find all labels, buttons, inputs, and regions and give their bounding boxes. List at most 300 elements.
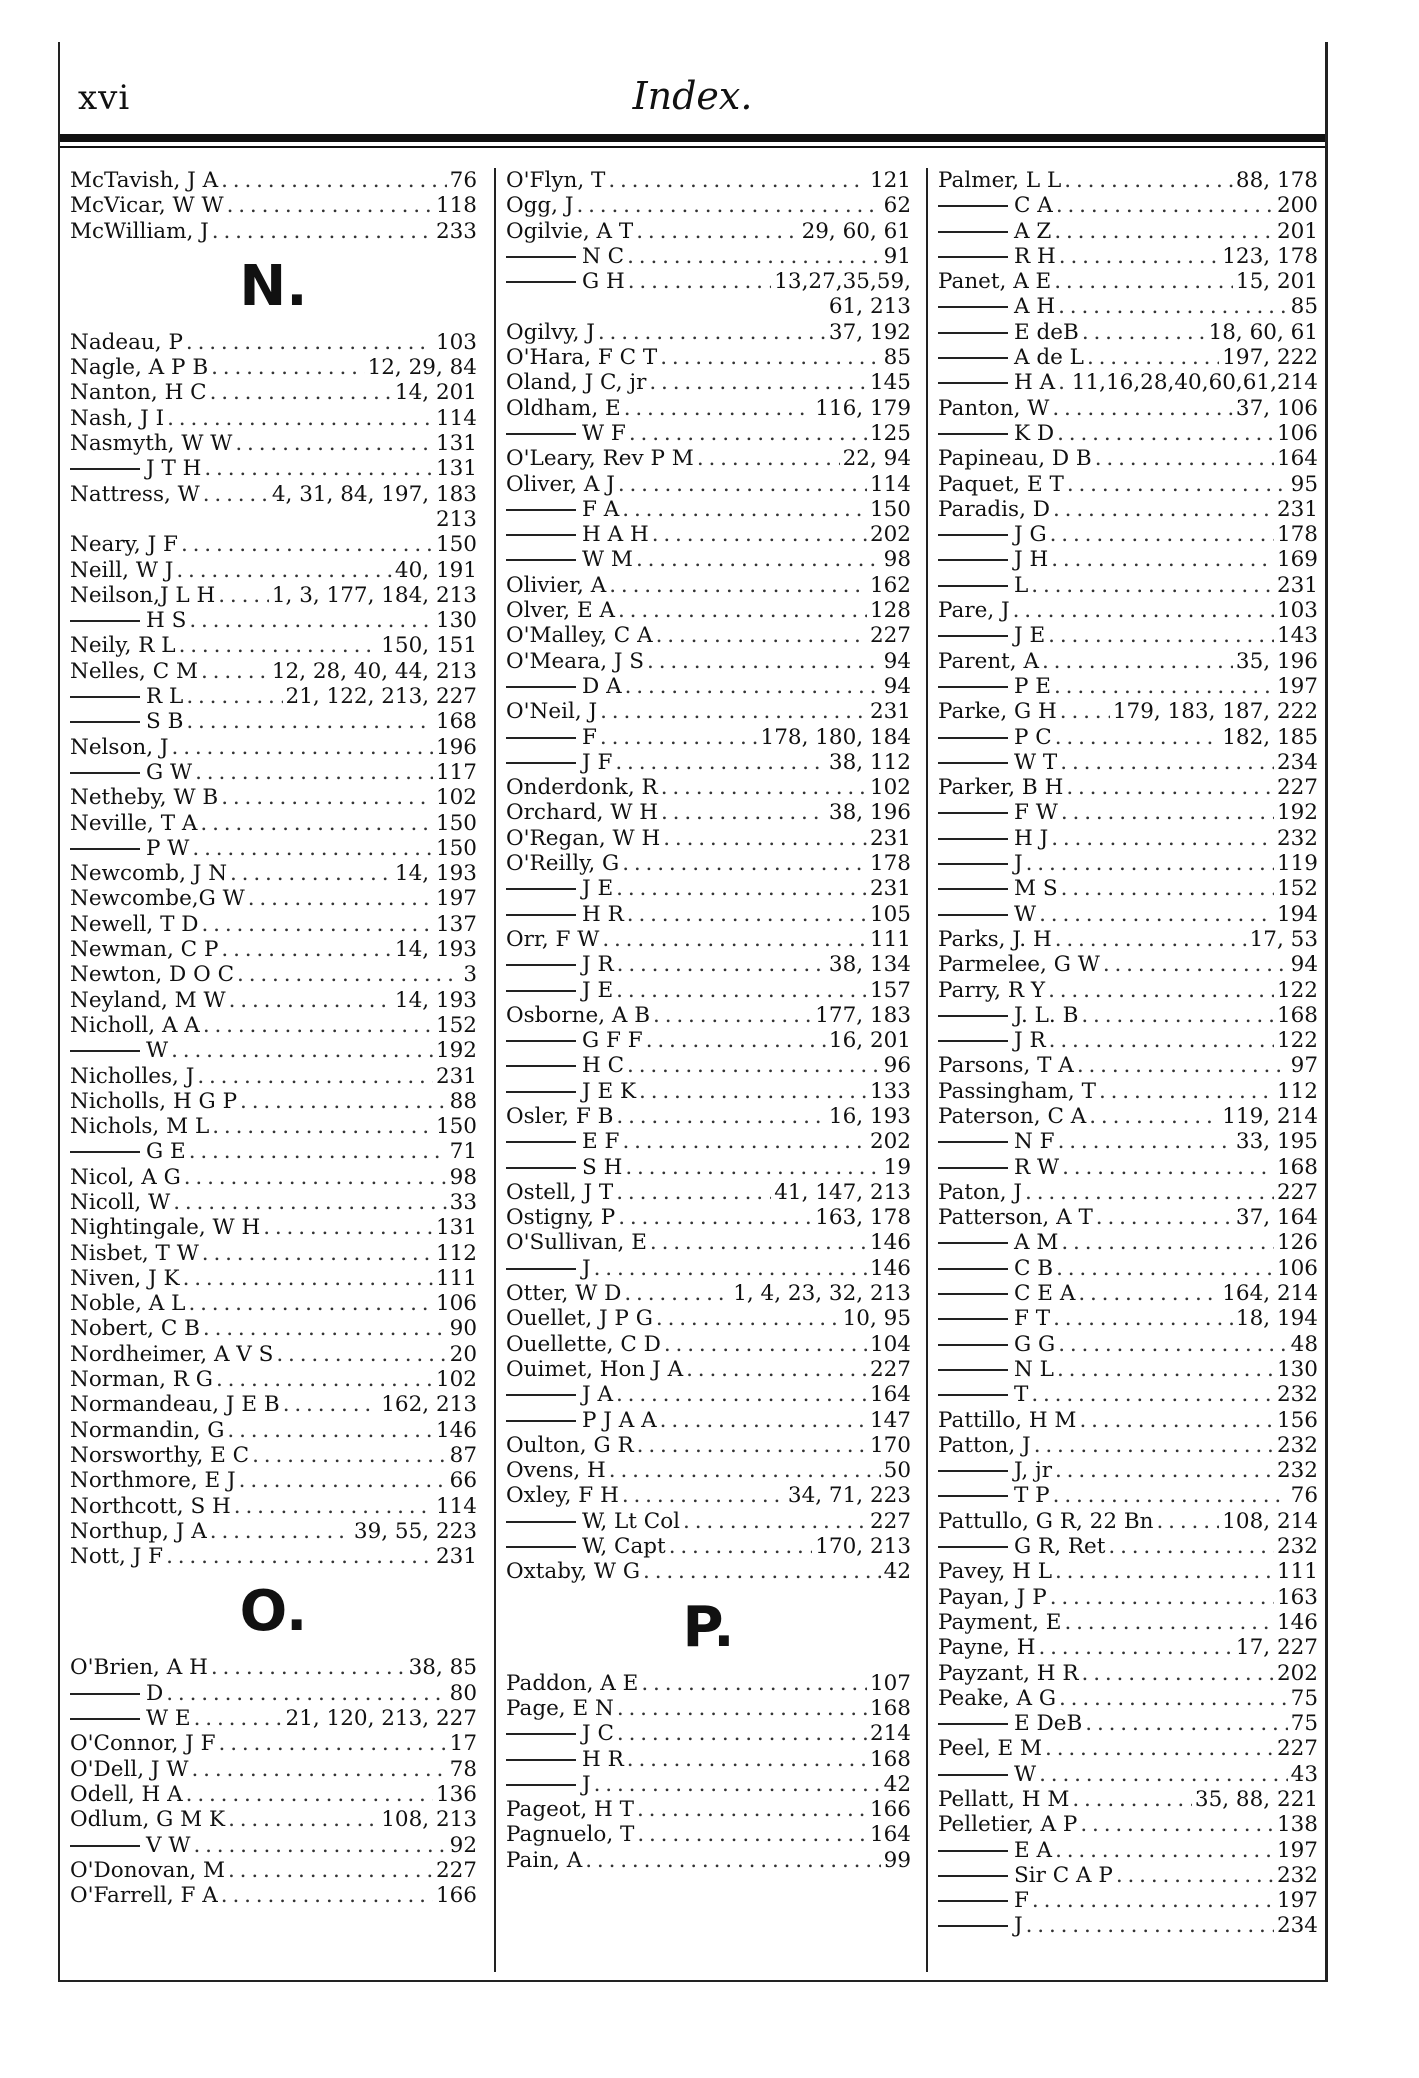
entry-name: O'Reilly, G bbox=[506, 851, 620, 877]
index-entry bbox=[70, 1544, 477, 1569]
index-entry bbox=[70, 1858, 477, 1883]
entry-pages: 33 bbox=[449, 1189, 477, 1215]
index-entry bbox=[506, 370, 911, 395]
entry-name: Nasmyth, W W bbox=[70, 431, 233, 457]
index-entry bbox=[938, 1509, 1318, 1534]
leader-dots bbox=[669, 1534, 813, 1559]
index-entry bbox=[506, 193, 911, 218]
entry-pages: 150 bbox=[435, 532, 477, 558]
entry-name: Neily, R L bbox=[70, 633, 176, 659]
entry-pages: 163 bbox=[1276, 1584, 1318, 1610]
leader-dots bbox=[263, 1215, 433, 1240]
leader-dots bbox=[202, 1241, 433, 1266]
entry-pages: 34, 71, 223 bbox=[787, 1483, 911, 1509]
index-entry bbox=[938, 1635, 1318, 1660]
section-letter: O. bbox=[239, 1579, 308, 1645]
entry-pages: 157 bbox=[869, 977, 911, 1003]
index-entry bbox=[506, 1332, 911, 1357]
entry-pages: 18, 194 bbox=[1235, 1306, 1318, 1332]
leader-dots bbox=[1039, 902, 1274, 927]
entry-name: Noble, A L bbox=[70, 1291, 186, 1317]
index-entry bbox=[506, 1509, 911, 1534]
entry-pages: 38, 196 bbox=[828, 800, 911, 826]
entry-name: Oliver, A J bbox=[506, 471, 615, 497]
leader-dots bbox=[202, 912, 433, 937]
leader-dots bbox=[600, 725, 758, 750]
entry-pages: 168 bbox=[869, 1746, 911, 1772]
entry-pages: 71 bbox=[449, 1139, 477, 1165]
entry-pages: 103 bbox=[1276, 598, 1318, 624]
index-entry bbox=[506, 1797, 911, 1822]
entry-pages: 38, 134 bbox=[828, 952, 911, 978]
leader-dots bbox=[1055, 1838, 1274, 1863]
entry-name: Parry, R Y bbox=[938, 977, 1046, 1003]
leader-dots bbox=[1051, 547, 1274, 572]
leader-dots bbox=[1061, 876, 1274, 901]
entry-name: E F bbox=[506, 1129, 619, 1154]
leader-dots bbox=[629, 421, 867, 446]
entry-pages: 43 bbox=[1290, 1761, 1318, 1787]
index-entry bbox=[70, 482, 477, 507]
entry-pages: 131 bbox=[435, 431, 477, 457]
entry-name: Odell, H A bbox=[70, 1781, 183, 1807]
index-entry bbox=[938, 1028, 1318, 1053]
entry-name: Onderdonk, R bbox=[506, 775, 658, 801]
index-entry bbox=[938, 598, 1318, 623]
entry-name: P C bbox=[938, 725, 1052, 750]
entry-name: Paton, J bbox=[938, 1179, 1023, 1205]
entry-pages: 114 bbox=[435, 1493, 477, 1519]
leader-dots bbox=[622, 497, 867, 522]
leader-dots bbox=[652, 522, 867, 547]
entry-pages: 75 bbox=[1290, 1685, 1318, 1711]
index-entry bbox=[506, 1696, 911, 1721]
leader-dots bbox=[1064, 1610, 1274, 1635]
entry-name: Ostigny, P bbox=[506, 1205, 616, 1231]
entry-name: Nadeau, P bbox=[70, 329, 183, 355]
entry-name: J E bbox=[506, 876, 613, 901]
entry-name: O'Regan, W H bbox=[506, 825, 661, 851]
index-entry bbox=[938, 1838, 1318, 1863]
index-entry bbox=[938, 573, 1318, 598]
entry-pages: 202 bbox=[869, 522, 911, 548]
entry-name: Pavey, H L bbox=[938, 1559, 1053, 1585]
leader-dots bbox=[641, 1671, 867, 1696]
entry-pages: 106 bbox=[1276, 420, 1318, 446]
entry-name: Orchard, W H bbox=[506, 800, 659, 826]
entry-name: G E bbox=[70, 1139, 186, 1164]
leader-dots bbox=[1052, 396, 1233, 421]
entry-name: K D bbox=[938, 421, 1054, 446]
entry-name: J E bbox=[938, 623, 1045, 648]
leader-dots bbox=[600, 699, 867, 724]
index-entry bbox=[70, 811, 477, 836]
entry-name: C A bbox=[938, 193, 1053, 218]
entry-name: Passingham, T bbox=[938, 1078, 1096, 1104]
entry-pages: 119, 214 bbox=[1222, 1103, 1318, 1129]
index-entry bbox=[506, 1205, 911, 1230]
index-entry bbox=[70, 1833, 477, 1858]
index-entry bbox=[506, 1671, 911, 1696]
entry-pages: 112 bbox=[435, 1240, 477, 1266]
entry-name: W, Capt bbox=[506, 1534, 666, 1559]
index-entry bbox=[70, 431, 477, 456]
index-entry bbox=[70, 1190, 477, 1215]
index-entry bbox=[506, 345, 911, 370]
index-entry bbox=[938, 1003, 1318, 1028]
index-entry bbox=[506, 725, 911, 750]
index-entry bbox=[938, 978, 1318, 1003]
leader-dots bbox=[598, 320, 826, 345]
entry-pages: 121 bbox=[869, 168, 911, 193]
index-entry bbox=[70, 1443, 477, 1468]
index-entry bbox=[70, 380, 477, 405]
index-entry bbox=[938, 699, 1318, 724]
index-entry bbox=[506, 674, 911, 699]
leader-dots bbox=[176, 558, 392, 583]
entry-name: Norman, R G bbox=[70, 1367, 213, 1393]
entry-pages: 90 bbox=[449, 1316, 477, 1342]
entry-pages: 11,16,28,40,60,61,214 bbox=[1071, 370, 1318, 396]
leader-dots bbox=[624, 1281, 730, 1306]
leader-dots bbox=[276, 1342, 446, 1367]
entry-name: Payzant, H R bbox=[938, 1660, 1079, 1686]
leader-dots bbox=[616, 1180, 771, 1205]
index-entry bbox=[938, 497, 1318, 522]
entry-pages: 170, 213 bbox=[815, 1534, 911, 1560]
entry-name: Payan, J P bbox=[938, 1584, 1047, 1610]
leader-dots bbox=[1053, 1483, 1288, 1508]
entry-pages: 42 bbox=[883, 1771, 911, 1797]
leader-dots bbox=[624, 396, 813, 421]
leader-dots bbox=[235, 431, 433, 456]
leader-dots bbox=[1053, 497, 1274, 522]
index-entry bbox=[938, 1483, 1318, 1508]
index-entry bbox=[506, 1772, 911, 1797]
entry-name: McTavish, J A bbox=[70, 168, 219, 193]
index-entry bbox=[506, 952, 911, 977]
entry-name: Newcombe,G W bbox=[70, 886, 245, 912]
entry-pages: 17, 227 bbox=[1235, 1635, 1318, 1661]
entry-name: O'Neil, J bbox=[506, 699, 598, 725]
leader-dots bbox=[1089, 1104, 1219, 1129]
entry-name: P E bbox=[938, 674, 1051, 699]
entry-name: Neville, T A bbox=[70, 810, 198, 836]
index-entry bbox=[506, 800, 911, 825]
leader-dots bbox=[193, 1833, 446, 1858]
index-entry bbox=[506, 1408, 911, 1433]
leader-dots bbox=[1038, 1635, 1232, 1660]
leader-dots bbox=[1058, 294, 1288, 319]
leader-dots bbox=[183, 1266, 433, 1291]
leader-dots bbox=[1055, 927, 1247, 952]
leader-dots bbox=[239, 1468, 447, 1493]
entry-pages: 76 bbox=[449, 168, 477, 193]
entry-pages: 123, 178 bbox=[1222, 243, 1318, 269]
leader-dots bbox=[1061, 1230, 1274, 1255]
index-entry bbox=[506, 623, 911, 648]
entry-name: Oxley, F H bbox=[506, 1483, 619, 1509]
leader-dots bbox=[616, 1104, 826, 1129]
entry-name: J C bbox=[506, 1721, 614, 1746]
leader-dots bbox=[1055, 725, 1219, 750]
index-entry bbox=[938, 1661, 1318, 1686]
entry-pages: 50 bbox=[883, 1458, 911, 1484]
leader-dots bbox=[594, 1772, 881, 1797]
index-entry bbox=[506, 1079, 911, 1104]
index-entry bbox=[506, 927, 911, 952]
leader-dots bbox=[1085, 1711, 1287, 1736]
entry-pages: 18, 60, 61 bbox=[1208, 319, 1318, 345]
index-entry bbox=[70, 355, 477, 380]
entry-name: H S bbox=[70, 608, 186, 633]
entry-name: T bbox=[938, 1382, 1028, 1407]
entry-pages: 98 bbox=[449, 1164, 477, 1190]
entry-name: W M bbox=[506, 547, 633, 572]
index-entry bbox=[938, 1711, 1318, 1736]
leader-dots bbox=[204, 456, 433, 481]
index-entry bbox=[70, 1241, 477, 1266]
leader-dots bbox=[1066, 775, 1274, 800]
entry-name: Oxtaby, W G bbox=[506, 1559, 641, 1585]
leader-dots bbox=[1079, 1408, 1274, 1433]
index-entry bbox=[938, 269, 1318, 294]
entry-name: H J bbox=[938, 826, 1048, 851]
leader-dots bbox=[653, 1003, 812, 1028]
index-entry bbox=[70, 709, 477, 734]
entry-pages: 231 bbox=[869, 699, 911, 725]
index-entry bbox=[938, 1357, 1318, 1382]
leader-dots bbox=[1060, 750, 1274, 775]
leader-dots bbox=[1032, 1888, 1274, 1913]
index-entry bbox=[70, 193, 477, 218]
index-entry bbox=[70, 583, 477, 608]
leader-dots bbox=[1058, 370, 1069, 395]
entry-pages: 164 bbox=[869, 1822, 911, 1848]
leader-dots bbox=[660, 1408, 867, 1433]
leader-dots bbox=[1025, 1180, 1274, 1205]
entry-name: S H bbox=[506, 1155, 622, 1180]
leader-dots bbox=[1087, 345, 1219, 370]
index-entry bbox=[506, 1003, 911, 1028]
leader-dots bbox=[1050, 522, 1274, 547]
leader-dots bbox=[1095, 446, 1274, 471]
leader-dots bbox=[617, 1696, 867, 1721]
entry-pages: 39, 55, 223 bbox=[353, 1518, 477, 1544]
leader-dots bbox=[576, 193, 880, 218]
entry-name: Ostell, J T bbox=[506, 1179, 614, 1205]
entry-pages: 125 bbox=[869, 420, 911, 446]
entry-name: O'Malley, C A bbox=[506, 623, 653, 649]
index-entry bbox=[938, 1585, 1318, 1610]
index-entry bbox=[938, 1534, 1318, 1559]
index-entry bbox=[938, 1205, 1318, 1230]
index-entry bbox=[70, 1392, 477, 1417]
entry-name: H R bbox=[506, 1747, 624, 1772]
leader-dots bbox=[1108, 1534, 1274, 1559]
entry-name: Nordheimer, A V S bbox=[70, 1341, 274, 1367]
leader-dots bbox=[686, 1357, 867, 1382]
section-letter: P. bbox=[682, 1594, 735, 1660]
entry-pages: 234 bbox=[1276, 1913, 1318, 1939]
entry-pages: 37, 192 bbox=[828, 319, 911, 345]
entry-name: McWilliam, J bbox=[70, 218, 209, 244]
entry-name: E A bbox=[938, 1838, 1052, 1863]
leader-dots bbox=[650, 1230, 867, 1255]
entry-pages: 150, 151 bbox=[381, 633, 477, 659]
leader-dots bbox=[171, 1038, 433, 1063]
entry-pages: 164, 214 bbox=[1222, 1281, 1318, 1307]
entry-pages: 227 bbox=[869, 1508, 911, 1534]
leader-dots bbox=[1060, 699, 1110, 724]
index-entry bbox=[70, 1494, 477, 1519]
entry-pages: 94 bbox=[1290, 952, 1318, 978]
entry-name: W E bbox=[70, 1706, 191, 1731]
index-entry bbox=[506, 1306, 911, 1331]
leader-dots bbox=[227, 193, 433, 218]
entry-pages: 13,27,35,59, bbox=[774, 269, 911, 295]
leader-dots bbox=[197, 1064, 433, 1089]
leader-dots bbox=[192, 836, 433, 861]
entry-pages: 197, 222 bbox=[1222, 345, 1318, 371]
index-entry bbox=[938, 1382, 1318, 1407]
index-entry bbox=[938, 1281, 1318, 1306]
index-entry bbox=[70, 1139, 477, 1164]
index-entry bbox=[70, 886, 477, 911]
index-entry bbox=[506, 1458, 911, 1483]
entry-name: Nicol, A G bbox=[70, 1164, 181, 1190]
entry-name: R L bbox=[70, 684, 183, 709]
index-entry bbox=[506, 446, 911, 471]
entry-name: Niven, J K bbox=[70, 1265, 180, 1291]
entry-pages: 130 bbox=[1276, 1356, 1318, 1382]
leader-dots bbox=[643, 1559, 881, 1584]
entry-pages: 17 bbox=[449, 1731, 477, 1757]
leader-dots bbox=[1042, 649, 1233, 674]
entry-pages: 107 bbox=[869, 1670, 911, 1696]
entry-name: V W bbox=[70, 1833, 190, 1858]
entry-pages: 1, 4, 23, 32, 213 bbox=[733, 1281, 911, 1307]
entry-name: J bbox=[938, 851, 1023, 876]
entry-name: Pageot, H T bbox=[506, 1797, 634, 1823]
entry-pages: 92 bbox=[449, 1832, 477, 1858]
entry-pages: 87 bbox=[449, 1442, 477, 1468]
leader-dots bbox=[637, 1797, 867, 1822]
entry-pages: 96 bbox=[883, 1053, 911, 1079]
entry-pages: 227 bbox=[869, 623, 911, 649]
index-entry bbox=[70, 1089, 477, 1114]
entry-pages: 227 bbox=[1276, 1736, 1318, 1762]
entry-pages: 146 bbox=[869, 1255, 911, 1281]
entry-name: Parker, B H bbox=[938, 775, 1064, 801]
leader-dots bbox=[1062, 1155, 1274, 1180]
entry-name: F T bbox=[938, 1306, 1050, 1331]
entry-pages: 21, 122, 213, 227 bbox=[285, 684, 477, 710]
entry-name: Ouimet, Hon J A bbox=[506, 1356, 684, 1382]
entry-name: Paterson, C A bbox=[938, 1103, 1087, 1129]
leader-dots bbox=[617, 1721, 867, 1746]
entry-pages: 143 bbox=[1276, 623, 1318, 649]
index-entry bbox=[70, 785, 477, 810]
leader-dots bbox=[179, 633, 379, 658]
entry-pages: 37, 106 bbox=[1235, 395, 1318, 421]
index-entry bbox=[506, 1155, 911, 1180]
leader-dots bbox=[203, 1013, 433, 1038]
entry-pages: 119 bbox=[1276, 851, 1318, 877]
entry-pages: 232 bbox=[1276, 1382, 1318, 1408]
entry-pages: 122 bbox=[1276, 977, 1318, 1003]
leader-dots bbox=[186, 709, 433, 734]
entry-pages: 156 bbox=[1276, 1407, 1318, 1433]
index-entry bbox=[70, 456, 477, 481]
entry-name: Page, E N bbox=[506, 1695, 614, 1721]
leader-dots bbox=[1039, 1762, 1288, 1787]
index-entry bbox=[938, 1610, 1318, 1635]
entry-name: J H bbox=[938, 547, 1048, 572]
leader-dots bbox=[211, 1655, 406, 1680]
entry-pages: 182, 185 bbox=[1222, 724, 1318, 750]
entry-name: Payment, E bbox=[938, 1609, 1062, 1635]
index-entry bbox=[938, 1332, 1318, 1357]
leader-dots bbox=[663, 826, 867, 851]
entry-name: Nash, J I bbox=[70, 405, 165, 431]
entry-pages: 201 bbox=[1276, 218, 1318, 244]
entry-pages: 194 bbox=[1276, 901, 1318, 927]
entry-pages: 136 bbox=[435, 1781, 477, 1807]
index-entry bbox=[70, 836, 477, 861]
leader-dots bbox=[618, 472, 867, 497]
leader-dots bbox=[167, 406, 433, 431]
leader-dots bbox=[210, 1519, 351, 1544]
leader-dots bbox=[627, 1747, 867, 1772]
entry-name: Pain, A bbox=[506, 1847, 583, 1873]
index-entry bbox=[938, 902, 1318, 927]
entry-pages: 108, 214 bbox=[1222, 1508, 1318, 1534]
index-entry bbox=[938, 1762, 1318, 1787]
index-entry bbox=[938, 952, 1318, 977]
entry-pages: 131 bbox=[435, 1215, 477, 1241]
leader-dots bbox=[608, 168, 867, 193]
entry-pages: 150 bbox=[435, 835, 477, 861]
entry-name: R H bbox=[938, 244, 1056, 269]
entry-name: Nagle, A P B bbox=[70, 355, 209, 381]
index-entry bbox=[938, 294, 1318, 319]
leader-dots bbox=[661, 800, 826, 825]
entry-pages: 111 bbox=[1276, 1559, 1318, 1585]
index-entry bbox=[70, 1114, 477, 1139]
entry-pages: 168 bbox=[435, 709, 477, 735]
index-entry bbox=[938, 1559, 1318, 1584]
entry-pages: 177, 183 bbox=[815, 1002, 911, 1028]
index-entry bbox=[506, 902, 911, 927]
entry-name: Nattress, W bbox=[70, 481, 200, 507]
entry-name: J E K bbox=[506, 1079, 636, 1104]
header-rule-thick bbox=[60, 134, 1325, 142]
leader-dots bbox=[625, 674, 881, 699]
leader-dots bbox=[211, 355, 364, 380]
leader-dots bbox=[646, 1028, 826, 1053]
leader-dots bbox=[697, 446, 840, 471]
entry-pages: 162 bbox=[869, 572, 911, 598]
leader-dots bbox=[173, 1190, 446, 1215]
leader-dots bbox=[627, 1053, 881, 1078]
entry-pages: 102 bbox=[435, 785, 477, 811]
index-entry bbox=[938, 725, 1318, 750]
leader-dots bbox=[660, 345, 880, 370]
entry-pages: 20 bbox=[449, 1341, 477, 1367]
entry-name: Pellatt, H M bbox=[938, 1787, 1070, 1812]
index-entry bbox=[70, 558, 477, 583]
